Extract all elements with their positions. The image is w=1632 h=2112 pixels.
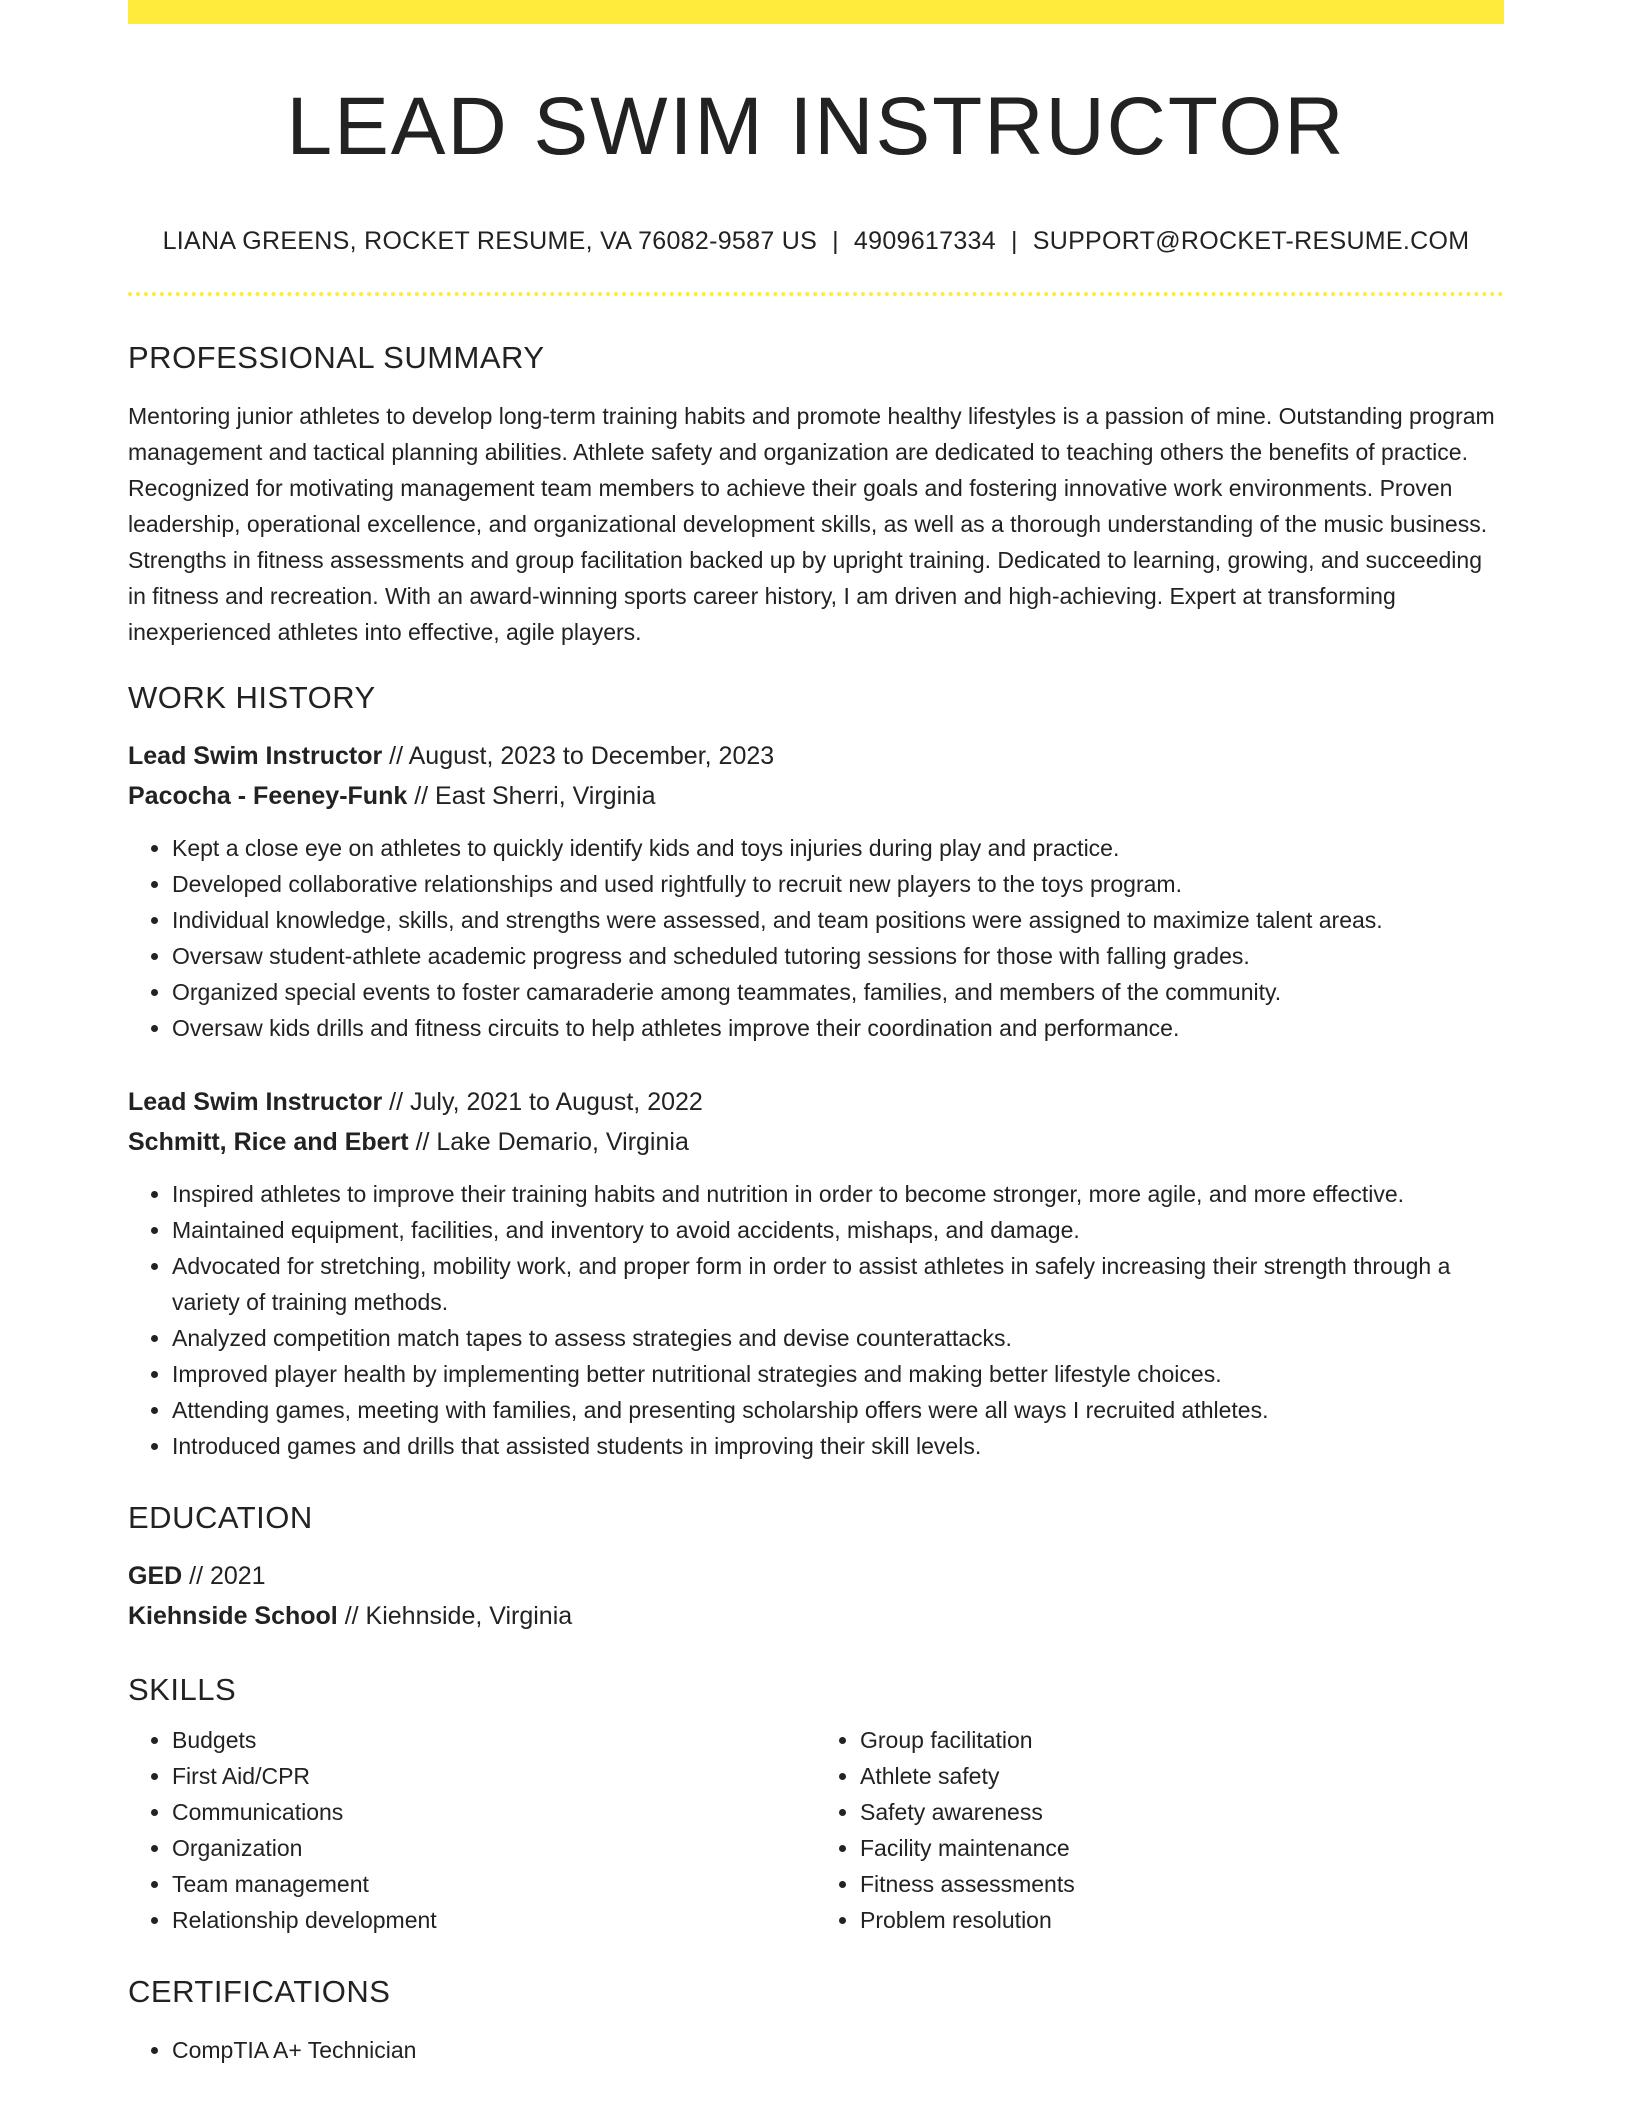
job-title-line (128, 736, 1504, 776)
job-bullets (128, 830, 1504, 1046)
job-bullet: • Attending games, meeting with families, and presenting scholarship offers were all ways I recruited athletes. (172, 1392, 1504, 1428)
summary-text: Mentoring junior athletes to develop long-term training habits and promote healthy lifestyles is a passion of mine. Outstanding program management and tactical planning abilities. Athlete safety and organization are dedicated to teaching others the benefits of practice. Recognized for motivating management team members to achieve their goals and fostering innovative work environments. Proven leadership, operational excellence, and organizational development skills, as well as a thorough understanding of the music business. Strengths in fitness assessments and group facilitation backed up by upright training. Dedicated to learning, growing, and succeeding in fitness and recreation. With an award-winning sports career history, I am driven and high-achieving. Expert at transforming inexperienced athletes into effective, agile players. (128, 403, 1495, 645)
job-bullet: • Improved player health by implementing better nutritional strategies and making better lifestyle choices. (172, 1356, 1504, 1392)
job-bullet: • Individual knowledge, skills, and strengths were assessed, and team positions were assigned to maximize talent areas. (172, 902, 1504, 938)
education-year: // 2021 (182, 1562, 266, 1590)
skill-item: • Team management (172, 1866, 816, 1902)
skills-grid (128, 1722, 1504, 1938)
job-bullet: • Developed collaborative relationships and used rightfully to recruit new players to the toys program. (172, 866, 1504, 902)
job-title: Lead Swim Instructor (128, 742, 383, 770)
job-bullets (128, 1176, 1504, 1464)
skills-column-left (128, 1722, 816, 1938)
job-company: Pacocha - Feeney-Funk (128, 782, 408, 810)
job-company: Schmitt, Rice and Ebert (128, 1128, 409, 1156)
summary-heading: PROFESSIONAL SUMMARY (128, 340, 545, 375)
certification-item: • CompTIA A+ Technician (172, 2032, 1504, 2068)
work-history-heading: WORK HISTORY (128, 680, 376, 715)
job-bullet: • Kept a close eye on athletes to quickly identify kids and toys injuries during play and practice. (172, 830, 1504, 866)
job-bullet: • Inspired athletes to improve their training habits and nutrition in order to become stronger, more agile, and more effective. (172, 1176, 1504, 1212)
job-title-line (128, 1082, 1504, 1122)
education-entry (128, 1556, 1504, 1636)
job-company-line (128, 1122, 1504, 1162)
job-bullet: • Oversaw student-athlete academic progress and scheduled tutoring sessions for those with falling grades. (172, 938, 1504, 974)
skill-item: • Relationship development (172, 1902, 816, 1938)
job-bullet: • Organized special events to foster camaraderie among teammates, families, and members of the community. (172, 974, 1504, 1010)
job-title: Lead Swim Instructor (128, 1088, 383, 1116)
certifications-list (128, 2032, 1504, 2068)
job-company-line (128, 776, 1504, 816)
job-bullet: • Advocated for stretching, mobility work, and proper form in order to assist athletes in safely increasing their strength through a variety of training methods. (172, 1248, 1504, 1320)
job-bullet: • Introduced games and drills that assisted students in improving their skill levels. (172, 1428, 1504, 1464)
skills-heading: SKILLS (128, 1672, 237, 1707)
education-location: // Kiehnside, Virginia (337, 1602, 573, 1630)
skill-item: • Facility maintenance (860, 1830, 1504, 1866)
job-dates: // August, 2023 to December, 2023 (382, 742, 775, 770)
education-school: Kiehnside School (128, 1602, 338, 1630)
resume-page (128, 0, 1504, 2068)
contact-phone: 4909617334 (853, 227, 996, 255)
job-bullet: • Analyzed competition match tapes to assess strategies and devise counterattacks. (172, 1320, 1504, 1356)
skill-item: • First Aid/CPR (172, 1758, 816, 1794)
contact-email: SUPPORT@ROCKET-RESUME.COM (1032, 227, 1470, 255)
skills-column-right (816, 1722, 1504, 1938)
education-school-line (128, 1596, 1504, 1636)
education-degree: GED (128, 1562, 183, 1590)
skill-item: • Organization (172, 1830, 816, 1866)
job-bullet: • Oversaw kids drills and fitness circuits to help athletes improve their coordination and performance. (172, 1010, 1504, 1046)
education-degree-line (128, 1556, 1504, 1596)
contact-address: LIANA GREENS, ROCKET RESUME, VA 76082-9587 US (162, 227, 818, 255)
skill-item: • Fitness assessments (860, 1866, 1504, 1902)
job-entry (128, 736, 1504, 1046)
job-bullet: • Maintained equipment, facilities, and inventory to avoid accidents, mishaps, and damage. (172, 1212, 1504, 1248)
education-heading: EDUCATION (128, 1500, 313, 1535)
dotted-divider (128, 292, 1504, 296)
skill-item: • Communications (172, 1794, 816, 1830)
contact-line (128, 226, 1504, 256)
resume-title: LEAD SWIM INSTRUCTOR (286, 81, 1346, 172)
skill-item: • Budgets (172, 1722, 816, 1758)
skill-item: • Safety awareness (860, 1794, 1504, 1830)
job-location: // Lake Demario, Virginia (408, 1128, 689, 1156)
skill-item: • Group facilitation (860, 1722, 1504, 1758)
top-accent-bar (128, 0, 1504, 24)
job-dates: // July, 2021 to August, 2022 (382, 1088, 703, 1116)
job-entry (128, 1082, 1504, 1464)
job-location: // East Sherri, Virginia (407, 782, 656, 810)
certifications-heading: CERTIFICATIONS (128, 1974, 391, 2009)
skill-item: • Problem resolution (860, 1902, 1504, 1938)
contact-separator: | (1010, 227, 1018, 255)
skill-item: • Athlete safety (860, 1758, 1504, 1794)
contact-separator: | (832, 227, 839, 255)
